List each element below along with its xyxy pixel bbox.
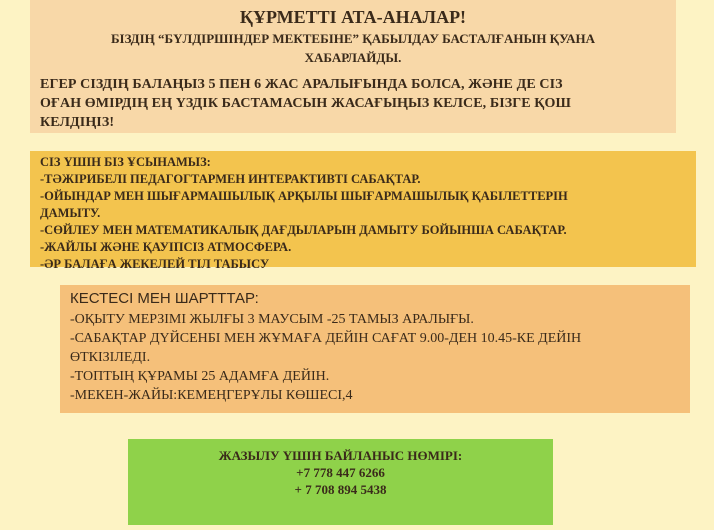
offer-item: -ТӘЖІРИБЕЛІ ПЕДАГОГТАРМЕН ИНТЕРАКТИВТІ САБАҚТАР. (40, 172, 421, 186)
schedule-panel (60, 285, 690, 413)
greeting-title: ҚҰРМЕТТІ АТА-АНАЛАР! (239, 7, 467, 27)
contact-heading: ЖАЗЫЛУ ҮШІН БАЙЛАНЫС НӨМІРІ: (218, 448, 463, 463)
contact-phone-1: +7 778 447 6266 (296, 465, 385, 480)
greeting-subtitle-line-2: ХАБАРЛАЙДЫ. (304, 50, 402, 65)
greeting-body-line-1: ЕГЕР СІЗДІҢ БАЛАҢЫЗ 5 ПЕН 6 ЖАС АРАЛЫҒЫНДА БОЛСА, ЖӘНЕ ДЕ СІЗ (40, 77, 563, 92)
schedule-item-continuation: ӨТКІЗІЛЕДІ. (70, 350, 151, 365)
contact-phone-2: + 7 708 894 5438 (294, 482, 387, 497)
greeting-subtitle-line-1: БІЗДІҢ “БҮЛДІРШІНДЕР МЕКТЕБІНЕ” ҚАБЫЛДАУ БАСТАЛҒАНЫН ҚУАНА (110, 31, 596, 46)
greeting-panel (30, 0, 676, 133)
schedule-heading: КЕСТЕСІ МЕН ШАРТТТАР: (70, 290, 259, 307)
greeting-body-line-3: КЕЛДІҢІЗ! (40, 115, 115, 130)
offer-panel (30, 151, 696, 271)
offer-item: -СӨЙЛЕУ МЕН МАТЕМАТИКАЛЫҚ ДАҒДЫЛАРЫН ДАМЫТУ БОЙЫНША САБАҚТАР. (40, 223, 567, 237)
schedule-item: -ОҚЫТУ МЕРЗІМІ ЖЫЛҒЫ 3 МАУСЫМ -25 ТАМЫЗ АРАЛЫҒЫ. (70, 312, 474, 327)
offer-item: -ЖАЙЛЫ ЖӘНЕ ҚАУІПСІЗ АТМОСФЕРА. (40, 240, 292, 254)
offer-item: -ОЙЫНДАР МЕН ШЫҒАРМАШЫЛЫҚ АРҚЫЛЫ ШЫҒАРМАШЫЛЫҚ ҚАБІЛЕТТЕРІН (40, 189, 568, 203)
offer-item-continuation: ДАМЫТУ. (40, 206, 101, 220)
schedule-item: -МЕКЕН-ЖАЙЫ:КЕМЕҢГЕРҰЛЫ КӨШЕСІ,4 (70, 388, 353, 403)
offer-item: -ӘР БАЛАҒА ЖЕКЕЛЕЙ ТІЛ ТАБЫСУ (40, 257, 270, 271)
greeting-body (40, 75, 666, 132)
contact-panel (128, 439, 553, 525)
schedule-item: -ТОПТЫҢ ҚҰРАМЫ 25 АДАМҒА ДЕЙІН. (70, 369, 330, 384)
offer-heading: СІЗ ҮШІН БІЗ ҰСЫНАМЫЗ: (40, 155, 211, 169)
greeting-body-line-2: ОҒАН ӨМІРДІҢ ЕҢ ҮЗДІК БАСТАМАСЫН ЖАСАҒЫҢЫЗ КЕЛСЕ, БІЗГЕ ҚОШ (40, 96, 571, 111)
schedule-item: -САБАҚТАР ДҮЙСЕНБІ МЕН ЖҰМАҒА ДЕЙІН САҒАТ 9.00-ДЕН 10.45-КЕ ДЕЙІН (70, 331, 582, 346)
